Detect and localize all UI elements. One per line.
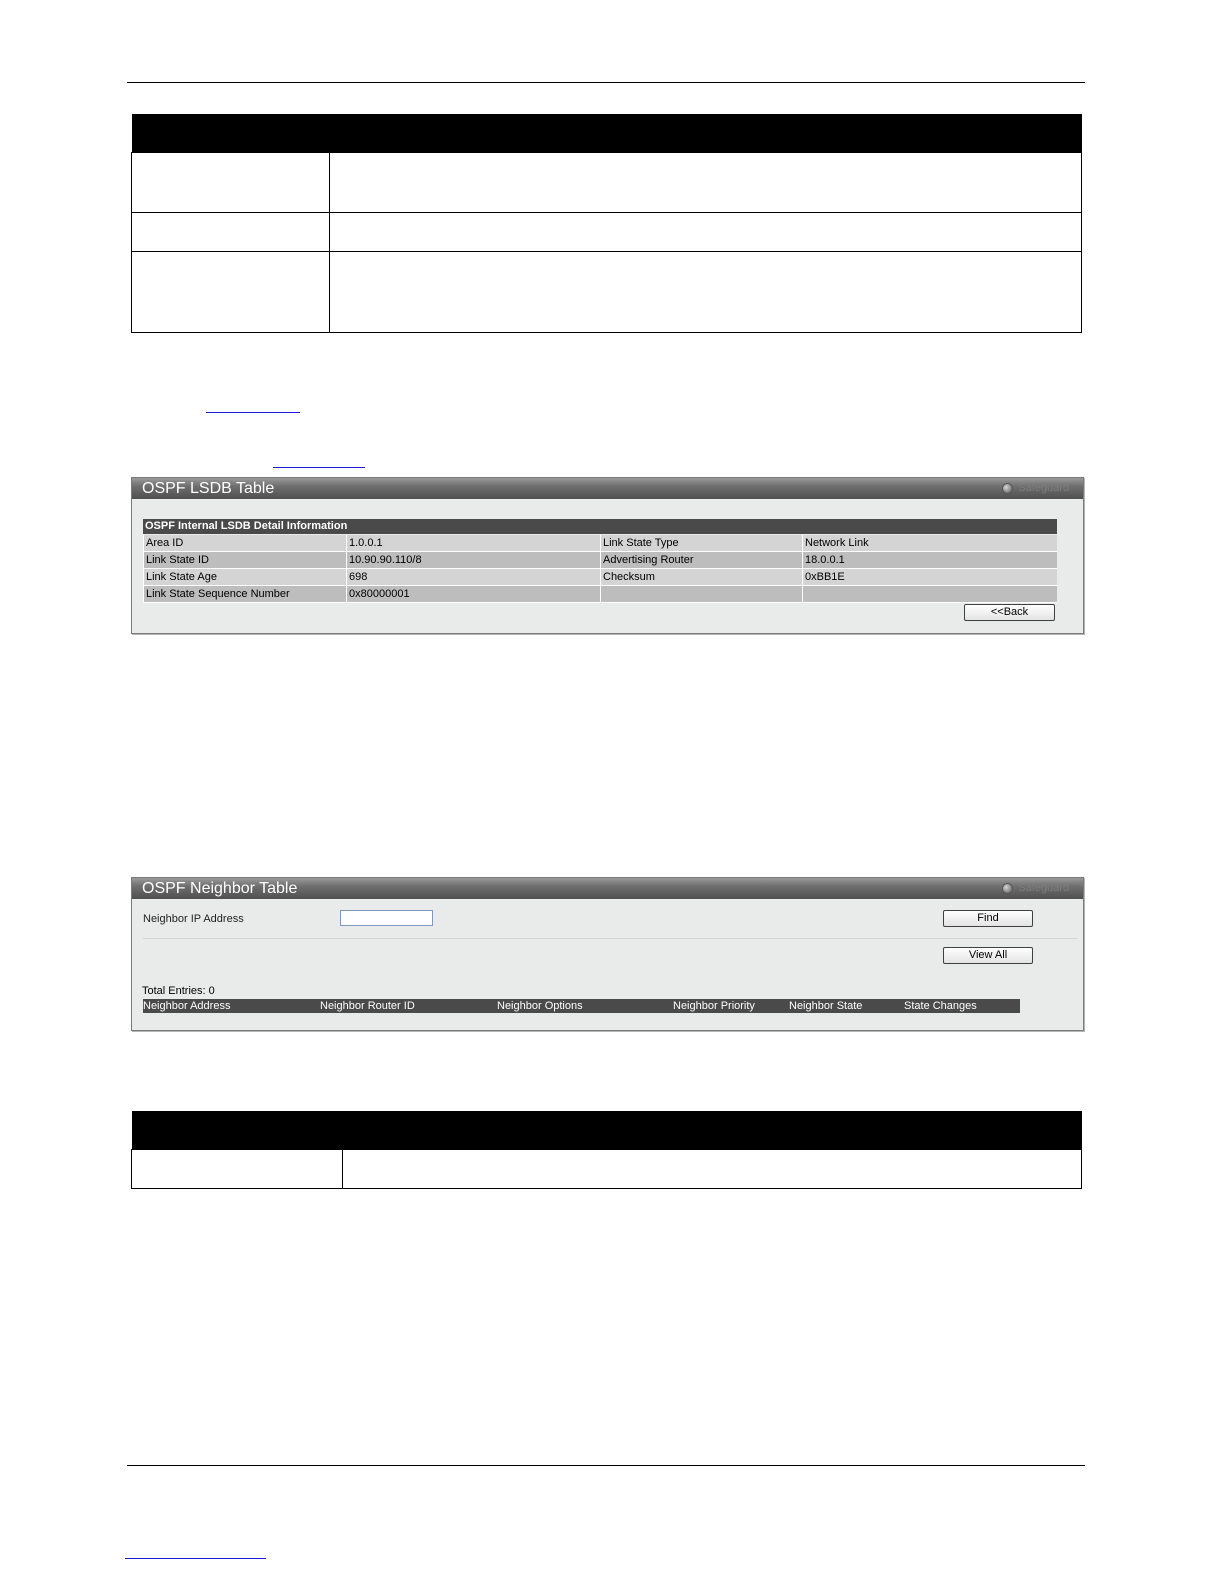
table-row [132,1150,1082,1189]
total-entries: Total Entries: 0 [142,985,215,997]
ospf-neighbor-panel [131,877,1084,1031]
table-row [144,569,1058,586]
neighbor-ip-label: Neighbor IP Address [143,913,244,925]
column-header: Neighbor Priority [673,1000,755,1012]
table-header-row [132,1111,1082,1150]
table-row [144,552,1058,569]
footer-rule [127,1465,1085,1466]
field-value: 1.0.0.1 [347,535,601,552]
column-header: Neighbor Router ID [320,1000,415,1012]
field-label: Advertising Router [601,552,803,569]
field-value: Network Link [803,535,1058,552]
field-label [601,586,803,603]
hyperlink[interactable] [206,412,300,413]
section-title: OSPF Internal LSDB Detail Information [143,519,1057,534]
safeguard-led-icon [1002,883,1013,894]
panel-title: OSPF LSDB Table [142,480,275,497]
view-all-button[interactable]: View All [943,947,1033,964]
column-header: Neighbor Address [143,1000,231,1012]
ospf-lsdb-panel [131,477,1084,634]
field-label: Link State ID [144,552,347,569]
description-table-top [131,114,1082,333]
field-label: Checksum [601,569,803,586]
table-header-row [132,114,1082,153]
header-rule [127,82,1085,83]
field-value [803,586,1058,603]
field-value: 698 [347,569,601,586]
field-label: Link State Type [601,535,803,552]
safeguard-indicator [1002,478,1069,499]
table-row [144,586,1058,603]
neighbor-ip-input[interactable] [340,910,433,926]
safeguard-label: Safeguard [1018,882,1069,894]
panel-header [132,478,1083,499]
field-value: 0xBB1E [803,569,1058,586]
field-label: Link State Age [144,569,347,586]
find-button[interactable]: Find [943,910,1033,927]
field-value: 10.90.90.110/8 [347,552,601,569]
field-label: Area ID [144,535,347,552]
column-header: State Changes [904,1000,977,1012]
panel-title: OSPF Neighbor Table [142,880,298,897]
table-row [132,153,1082,213]
safeguard-indicator [1002,878,1069,899]
table-row [132,213,1082,252]
table-row [144,535,1058,552]
hyperlink[interactable] [273,467,365,468]
safeguard-led-icon [1002,483,1013,494]
field-value: 18.0.0.1 [803,552,1058,569]
back-button[interactable]: <<Back [964,604,1055,621]
column-header: Neighbor Options [497,1000,583,1012]
neighbor-table-header [143,999,1020,1013]
lsdb-detail-table [143,535,1057,603]
form-divider [143,938,1078,939]
safeguard-label: Safeguard [1018,482,1069,494]
footer-hyperlink[interactable] [125,1558,266,1559]
table-row [132,252,1082,333]
field-value: 0x80000001 [347,586,601,603]
panel-header [132,878,1083,899]
column-header: Neighbor State [789,1000,863,1012]
description-table-bottom [131,1111,1082,1189]
field-label: Link State Sequence Number [144,586,347,603]
